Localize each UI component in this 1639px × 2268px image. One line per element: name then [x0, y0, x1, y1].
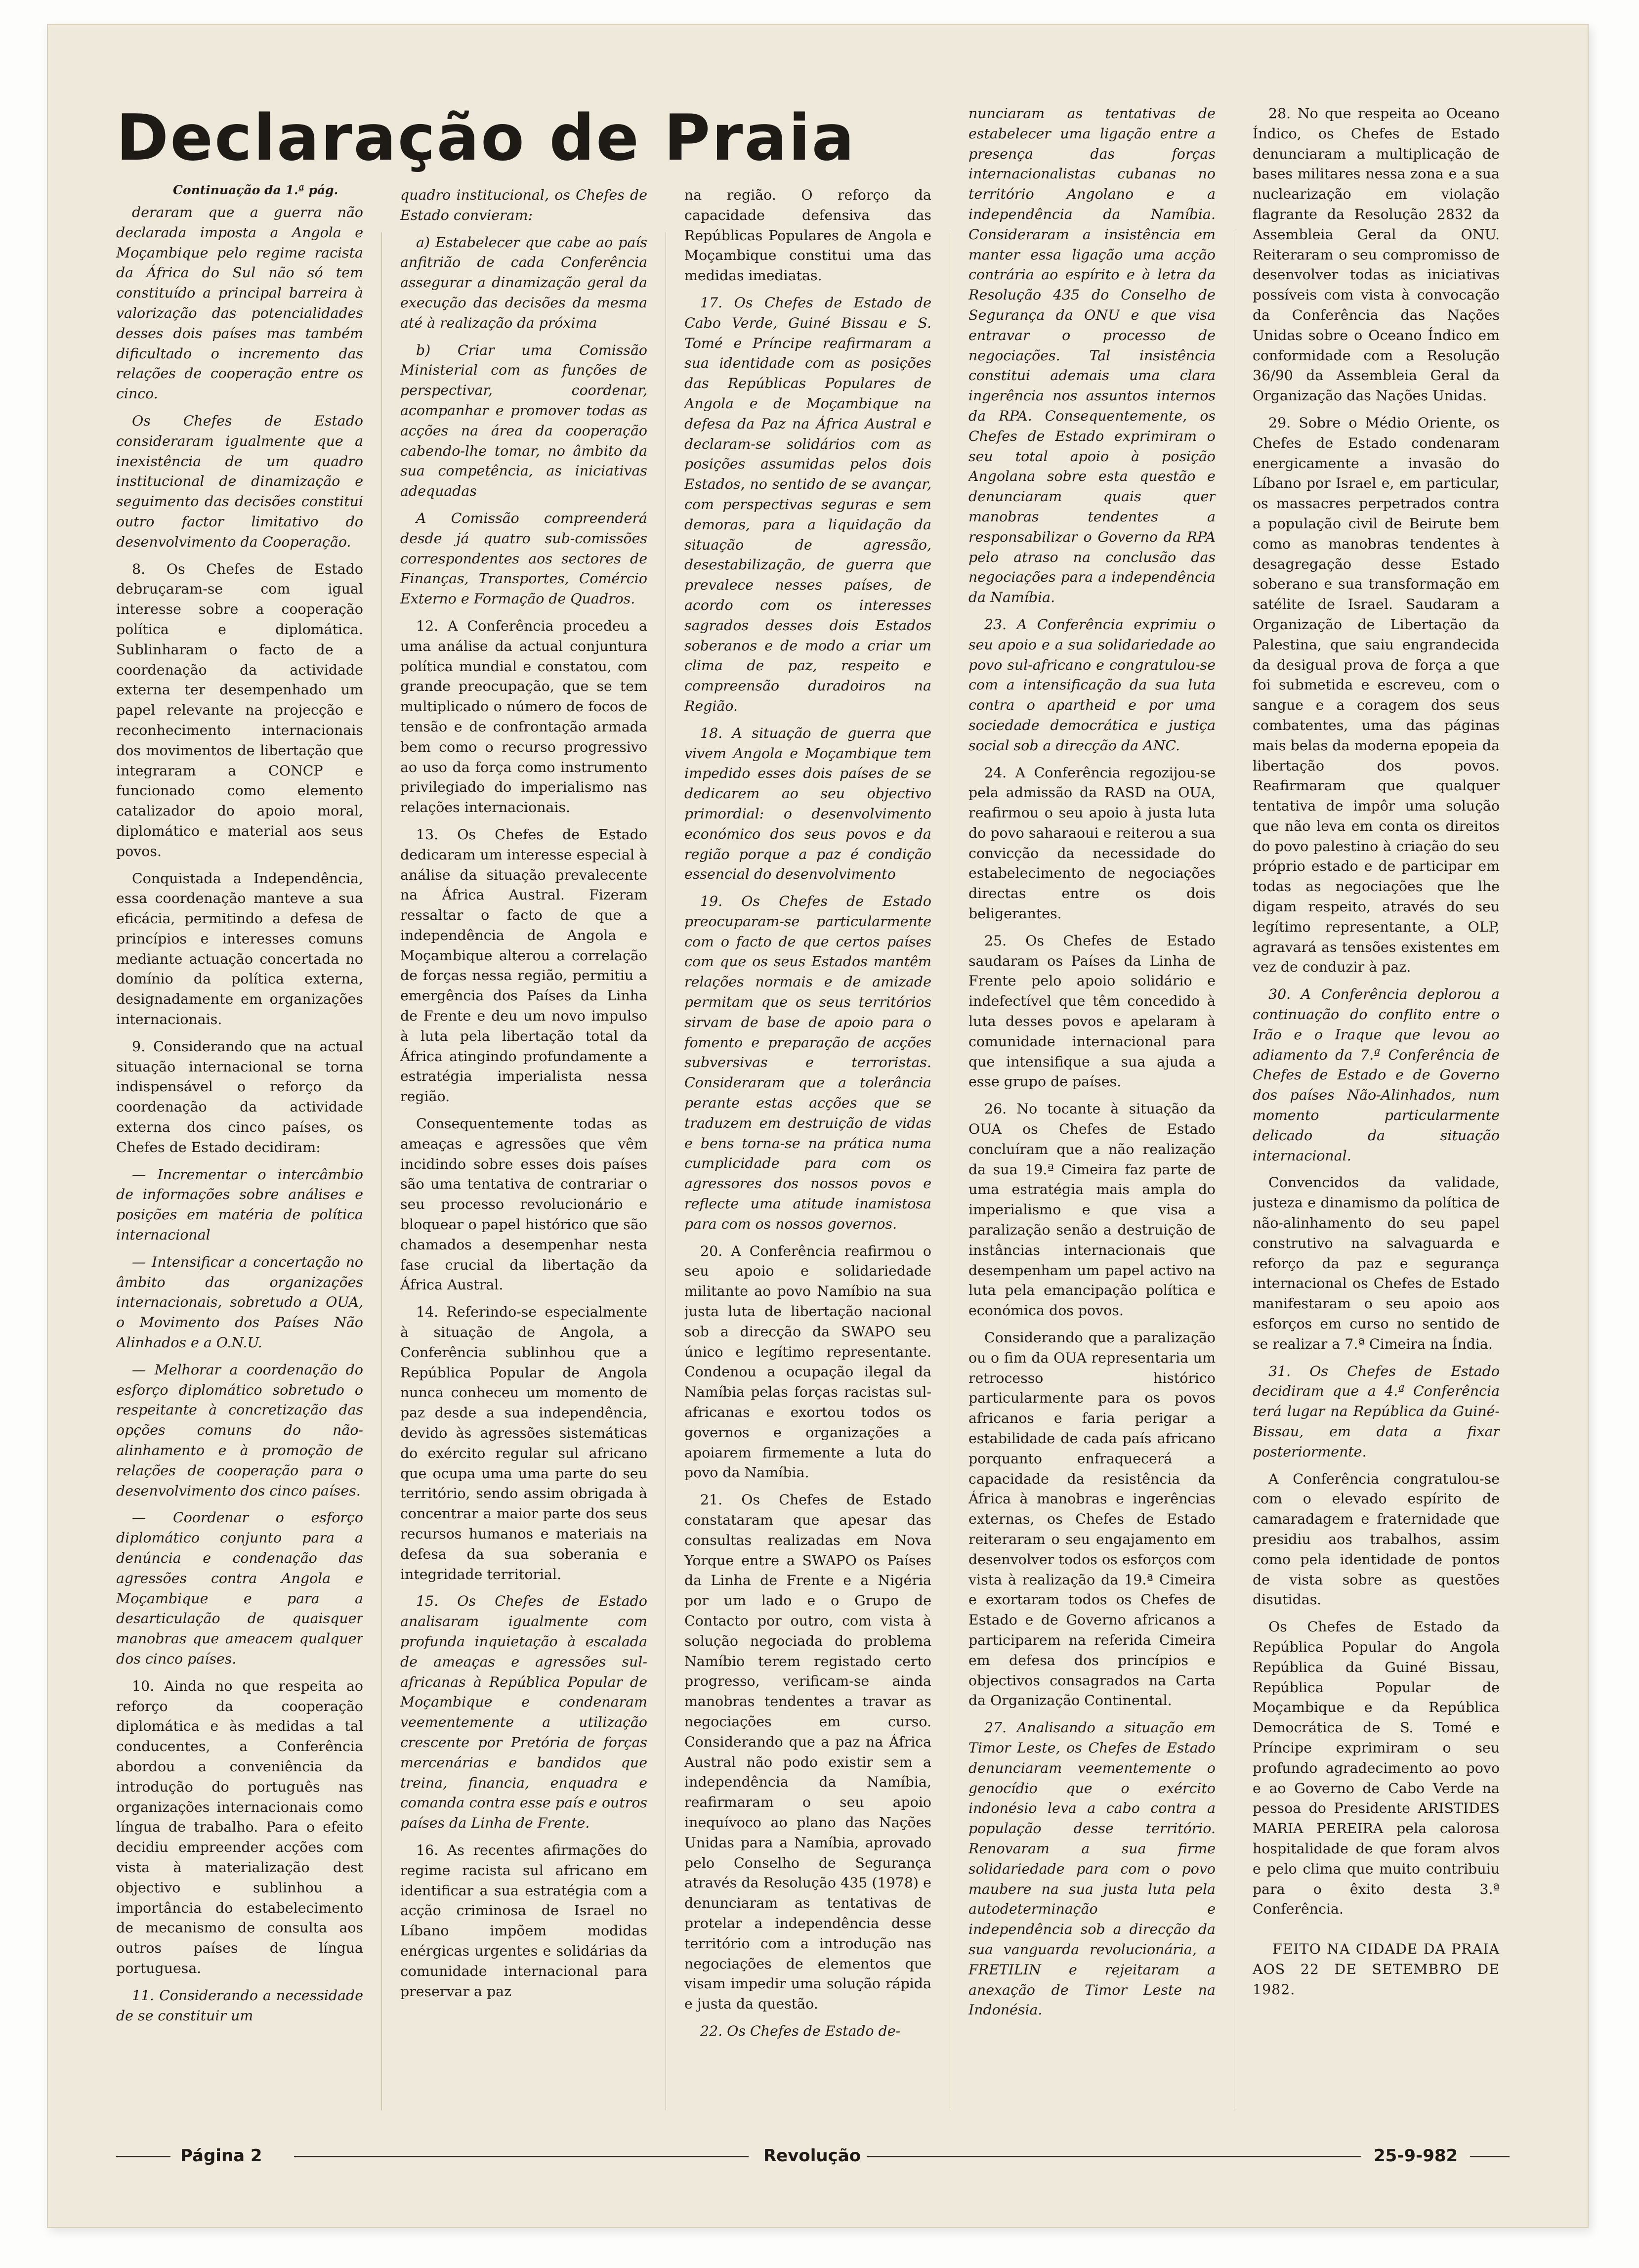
- article-title: Declaração de Praia: [116, 101, 856, 175]
- article-paragraph: — Incrementar o intercâmbio de informações sobre análises e posições em matéria de política internacional: [116, 1166, 363, 1243]
- article-paragraph: A Comissão compreenderá desde já quatro sub-comissões correspondentes aos sectores de Finanças, Transportes, Comércio Externo e Formação de Quadros.: [400, 510, 647, 607]
- article-paragraph: 18. A situação de guerra que vivem Angola e Moçambique tem impedido esses dois países de se dedicarem ao seu objectivo primordial: o desenvolvimento económico dos seus povos e da região porque a paz é condição essencial do desenvolvimento: [684, 725, 931, 883]
- page-number: Página 2: [180, 2146, 262, 2166]
- article-column-3: [684, 185, 931, 2123]
- article-paragraph: a) Estabelecer que cabe ao país anfitrião de cada Conferência assegurar a dinamização geral da execução das decisões da mesma até à realização da próxima: [400, 234, 647, 331]
- article-paragraph: Os Chefes de Estado da República Popular do Angola República da Guiné Bissau, República Popular de Moçambique e da República Democrática de S. Tomé e Príncipe exprimiram o seu profundo agradecimento ao povo e ao Governo de Cabo Verde na pessoa do Presidente ARISTIDES MARIA PEREIRA pela calorosa hospitalidade de que foram alvos e pelo clima que muito contribuiu para o êxito desta 3.ª Conferência.: [1253, 1619, 1500, 1918]
- article-paragraph: 30. A Conferência deplorou a continuação do conflito entre o Irão e o Iraque que levou ao adiamento da 7.ª Conferência de Chefes de Estado e de Governo dos países Não-Alinhados, num momento particularmente delicado da situação internacional.: [1253, 986, 1500, 1164]
- article-paragraph: 22. Os Chefes de Estado de-: [700, 2022, 901, 2039]
- article-paragraph: 11. Considerando a necessidade de se constituir um: [116, 1987, 363, 2024]
- footer-rule: [867, 2156, 1361, 2157]
- article-paragraph: 26. No tocante à situação da OUA os Chefes de Estado concluíram que a não realização da sua 19.ª Cimeira faz parte de uma estratégia mais ampla do imperialismo e que visa a paralização senão a destruição de instâncias internacionais que desempenham um papel activo na luta pela emancipação política e económica dos povos.: [968, 1101, 1216, 1319]
- article-paragraph: Os Chefes de Estado consideraram igualmente que a inexistência de um quadro institucional de dinamização e seguimento das decisões constitui outro factor limitativo do desenvolvimento da Cooperação.: [116, 412, 363, 550]
- article-paragraph: 14. Referindo-se especialmente à situação de Angola, a Conferência sublinhou que a República Popular de Angola nunca conheceu um momento de paz desde a sua independência, devido às agressões sistemáticas do exército regular sul africano que ocupa uma uma parte do seu território, sendo assim obrigada à concentrar a maior parte dos seus recursos humanos e materiais na defesa da sua soberania e integridade territorial.: [400, 1304, 647, 1583]
- article-paragraph: Convencidos da validade, justeza e dinamismo da política de não-alinhamento do seu papel construtivo na salvaguarda e reforço da paz e segurança internacional os Chefes de Estado manifestaram o seu apoio aos esforços em curso no sentido de se realizar a 7.ª Cimeira na Índia.: [1253, 1174, 1500, 1352]
- article-column-2: [400, 185, 647, 2123]
- article-paragraph: na região. O reforço da capacidade defensiva das Repúblicas Populares de Angola e Moçambique constitui uma das medidas imediatas.: [684, 187, 931, 284]
- article-paragraph: 24. A Conferência regozijou-se pela admissão da RASD na OUA, reafirmou o seu apoio à justa luta do povo saharaoui e reiterou a sua convicção da necessidade do estabelecimento de negociações directas entre os dois beligerantes.: [968, 764, 1216, 922]
- article-paragraph: 17. Os Chefes de Estado de Cabo Verde, Guiné Bissau e S. Tomé e Príncipe reafirmaram a sua identidade com as posições das Repúblicas Populares de Angola e de Moçambique na defesa da Paz na África Austral e declaram-se solidários com as posições assumidas pelos dois Estados, no sentido de se avançar, com perspectivas seguras e sem demoras, para a liquidação da situação de agressão, desestabilização, de guerra que prevalece nesses países, de acordo com os interesses sagrados desses dois Estados soberanos e de modo a criar um clima de paz, respeito e compreensão duradoiros na Região.: [684, 294, 931, 714]
- article-column-4: [968, 104, 1216, 2123]
- page-footer: [116, 2145, 1510, 2170]
- article-paragraph: 19. Os Chefes de Estado preocuparam-se particularmente com o facto de que certos países com que os seus Estados mantêm relações normais e de amizade permitam que os seus territórios sirvam de base de apoio para o fomento e preparação de acções subversivas e terroristas. Consideraram que a tolerância perante estas acções que se traduzem em destruição de vidas e bens torna-se na prática numa cumplicidade para com os agressores dos nossos povos e reflecte uma atitude inamistosa para com os nossos governos.: [684, 893, 931, 1232]
- article-paragraph: 29. Sobre o Médio Oriente, os Chefes de Estado condenaram energicamente a invasão do Líbano por Israel e, em particular, os massacres perpetrados contra a população civil de Beirute bem como as manobras tendentes à desagregação desse Estado soberano e sua transformação em satélite de Israel. Saudaram a Organização de Libertação da Palestina, que saiu engrandecida da desigual prova de força a que foi submetida e escreveu, com o sangue e a coragem dos seus combatentes, uma das páginas mais belas da moderna epopeia da libertação dos povos. Reafirmaram que qualquer tentativa de impôr uma solução que não leva em conta os direitos do povo palestino à criação do seu próprio estado e de participar em todas as negociações que lhe digam respeito, através do seu legítimo representante, a OLP, agravará as tensões existentes em vez de conduzir à paz.: [1253, 414, 1500, 976]
- publication-name: Revolução: [763, 2146, 861, 2166]
- footer-rule: [294, 2156, 749, 2157]
- article-paragraph: b) Criar uma Comissão Ministerial com as funções de perspectivar, coordenar, acompanhar e promover todas as acções na área da cooperação cabendo-lhe tomar, no âmbito da sua competência, as iniciativas adequadas: [400, 342, 647, 500]
- article-paragraph: A Conferência congratulou-se com o elevado espírito de camaradagem e fraternidade que presidiu aos trabalhos, assim como pela identidade de pontos de vista sobre as questões disutidas.: [1253, 1470, 1500, 1608]
- article-paragraph: — Melhorar a coordenação do esforço diplomático sobretudo o respeitante à concretização das opções comuns do não-alinhamento e à promoção de relações de cooperação para o desenvolvimento dos cinco países.: [116, 1361, 363, 1499]
- article-paragraph: 15. Os Chefes de Estado analisaram igualmente com profunda inquietação à escalada de ameaças e agressões sul-africanas à República Popular de Moçambique e condenaram veementemente a utilização crescente por Pretória de forças mercenárias e bandidos que treina, financia, enquadra e comanda contra esse país e outros países da Linha de Frente.: [400, 1593, 647, 1832]
- article-paragraph: 25. Os Chefes de Estado saudaram os Países da Linha de Frente pelo apoio solidário e indefectível que têm concedido à luta desses povos e apelaram à comunidade internacional para que intensifique a sua ajuda a esse grupo de países.: [968, 932, 1216, 1090]
- article-paragraph: quadro institucional, os Chefes de Estado convieram:: [400, 187, 647, 223]
- article-paragraph: deraram que a guerra não declarada imposta a Angola e Moçambique pelo regime racista da África do Sul não só tem constituído a principal barreira à valorização das potencialidades desses dois países mas também dificultado o incremento das relações de cooperação entre os cinco.: [116, 204, 363, 402]
- article-paragraph: 12. A Conferência procedeu a uma análise da actual conjuntura política mundial e constatou, com grande preocupação, que se tem multiplicado o número de focos de tensão e de confrontação armada bem como o recurso progressivo ao uso da força como instrumento privilegiado do imperialismo nas relações internacionais.: [400, 617, 647, 816]
- footer-rule: [116, 2156, 170, 2157]
- article-paragraph: 10. Ainda no que respeita ao reforço da cooperação diplomática e às medidas a tal conducentes, a Conferência abordou a conveniência da introdução do português nas organizações internacionais como língua de trabalho. Para o efeito decidiu empreender acções com vista à materialização dest objectivo e sublinhou a importância do estabelecimento de mecanismo de consulta aos outros países de língua portuguesa.: [116, 1677, 363, 1976]
- column-divider: [381, 232, 382, 2110]
- article-column-1: [116, 203, 363, 2120]
- article-paragraph: — Intensificar a concertação no âmbito das organizações internacionais, sobretudo a OUA, o Movimento dos Países Não Alinhados e a O.N.U.: [116, 1253, 363, 1351]
- article-paragraph: 23. A Conferência exprimiu o seu apoio e a sua solidariedade ao povo sul-africano e congratulou-se com a intensificação da sua luta contra o apartheid e por uma sociedade democrática e justiça social sob a direcção da ANC.: [968, 616, 1216, 754]
- article-paragraph: 27. Analisando a situação em Timor Leste, os Chefes de Estado denunciaram veementemente o genocídio que o exército indonésio leva a cabo contra a população desse território. Renovaram a sua firme solidariedade para com o povo maubere na sua justa luta pela autodeterminação e independência sob a direcção da sua vanguarda revolucionária, a FRETILIN e rejeitaram a anexação de Timor Leste na Indonésia.: [968, 1719, 1216, 2018]
- article-paragraph: Conquistada a Independência, essa coordenação manteve a sua eficácia, permitindo a defesa de princípios e interesses comuns mediante actuação concertada no domínio da política externa, designadamente em organizações internacionais.: [116, 870, 363, 1028]
- article-paragraph: — Coordenar o esforço diplomático conjunto para a denúncia e condenação das agressões contra Angola e Moçambique e para a desarticulação de quaisquer manobras que ameacem qualquer dos cinco países.: [116, 1509, 363, 1667]
- article-paragraph: 9. Considerando que na actual situação internacional se torna indispensável o reforço da coordenação da actividade externa dos cinco países, os Chefes de Estado decidiram:: [116, 1038, 363, 1155]
- article-paragraph: 8. Os Chefes de Estado debruçaram-se com igual interesse sobre a cooperação política e diplomática. Sublinharam o facto de a coordenação da actividade externa ter desempenhado um papel relevante na projecção e reconhecimento internacionais dos movimentos de libertação que integraram a CONCP e funcionado como elemento catalizador do apoio moral, diplomático e material aos seus povos.: [116, 560, 363, 859]
- article-paragraph: Considerando que a paralização ou o fim da OUA representaria um retrocesso histórico particularmente para os povos africanos e faria perigar a estabilidade de cada país africano porquanto enfraquecerá a capacidade da resistência da África à manobras e ingerências externas, os Chefes de Estado reiteraram o seu engajamento em desenvolver todos os esforços com vista à realização da 19.ª Cimeira e exortaram todos os Chefes de Estado e de Governo africanos a participarem na referida Cimeira em defesa dos princípios e objectivos consagrados na Carta da Organização Continental.: [968, 1329, 1216, 1709]
- article-paragraph: 13. Os Chefes de Estado dedicaram um interesse especial à análise da situação prevalecente na África Austral. Fizeram ressaltar o facto de que a independência de Angola e Moçambique alterou a correlação de forças nessa região, permitiu a emergência dos Países da Linha de Frente e deu um novo impulso à luta pela libertação total da África atingindo profundamente a estratégia imperialista nessa região.: [400, 826, 647, 1105]
- continuation-note: Continuação da 1.ª pág.: [173, 183, 338, 197]
- article-paragraph: FEITO NA CIDADE DA PRAIA AOS 22 DE SETEMBRO DE 1982.: [1253, 1941, 1500, 1998]
- article-column-5: [1253, 104, 1500, 2123]
- article-paragraph: 16. As recentes afirmações do regime racista sul africano em identificar a sua estratégia com a acção criminosa de Israel no Líbano impõem modidas enérgicas urgentes e solidárias da comunidade internacional para preservar a paz: [400, 1841, 647, 2000]
- issue-date: 25-9-982: [1374, 2146, 1458, 2166]
- article-paragraph: 21. Os Chefes de Estado constataram que apesar das consultas realizadas em Nova Yorque entre a SWAPO os Países da Linha de Frente e a Nigéria por um lado e o Grupo de Contacto por outro, com vista à solução negociada do problema Namíbio terem registado certo progresso, verificam-se ainda manobras tendentes a travar as negociações em curso. Considerando que a paz na África Austral não podo existir sem a independência da Namíbia, reafirmaram o seu apoio inequívoco ao plano das Nações Unidas para a Namíbia, aprovado pelo Conselho de Segurança através da Resolução 435 (1978) e denunciaram as tentativas de protelar a independência desse território com a introdução nas negociações de elementos que visam impedir uma solução rápida e justa da questão.: [684, 1492, 931, 2012]
- article: [116, 99, 1510, 2166]
- article-paragraph: nunciaram as tentativas de estabelecer uma ligação entre a presença das forças internacionalistas cubanas no território Angolano e a independência da Namíbia. Consideraram a insistência em manter essa ligação uma acção contrária ao espírito e à letra da Resolução 435 do Conselho de Segurança da ONU e que visa entravar o processo de negociações. Tal insistência constitui ademais uma clara ingerência nos assuntos internos da RPA. Consequentemente, os Chefes de Estado exprimiram o seu total apoio à posição Angolana sobre esta questão e denunciaram quais quer manobras tendentes a responsabilizar o Governo da RPA pelo atraso na conclusão das negociações para a independência da Namíbia.: [968, 105, 1216, 606]
- article-paragraph: 31. Os Chefes de Estado decidiram que a 4.ª Conferência terá lugar na República da Guiné-Bissau, em data a fixar posteriormente.: [1253, 1363, 1500, 1460]
- footer-rule: [1470, 2156, 1510, 2157]
- article-paragraph: Consequentemente todas as ameaças e agressões que vêm incidindo sobre esses dois países são uma tentativa de contrariar o seu processo revolucionário e bloquear o papel histórico que são chamados a desempenhar nesta fase crucial da libertação da África Austral.: [400, 1115, 647, 1293]
- article-paragraph: 28. No que respeita ao Oceano Índico, os Chefes de Estado denunciaram a multiplicação de bases militares nessa zona e a sua nuclearização em violação flagrante da Resolução 2832 da Assembleia Geral da ONU. Reiteraram o seu compromisso de desenvolver todas as iniciativas possíveis com vista à convocação da Conferência das Nações Unidas sobre o Oceano Índico em conformidade com a Resolução 36/90 da Assembleia Geral da Organização das Nações Unidas.: [1253, 105, 1500, 404]
- article-paragraph: 20. A Conferência reafirmou o seu apoio e solidariedade militante ao povo Namíbio na sua justa luta de libertação nacional sob a direcção da SWAPO seu único e legítimo representante. Condenou a ocupação ilegal da Namíbia pelas forças racistas sul-africanas e exortou todos os governos e organizações a apoiarem firmemente a luta do povo da Namíbia.: [684, 1242, 931, 1481]
